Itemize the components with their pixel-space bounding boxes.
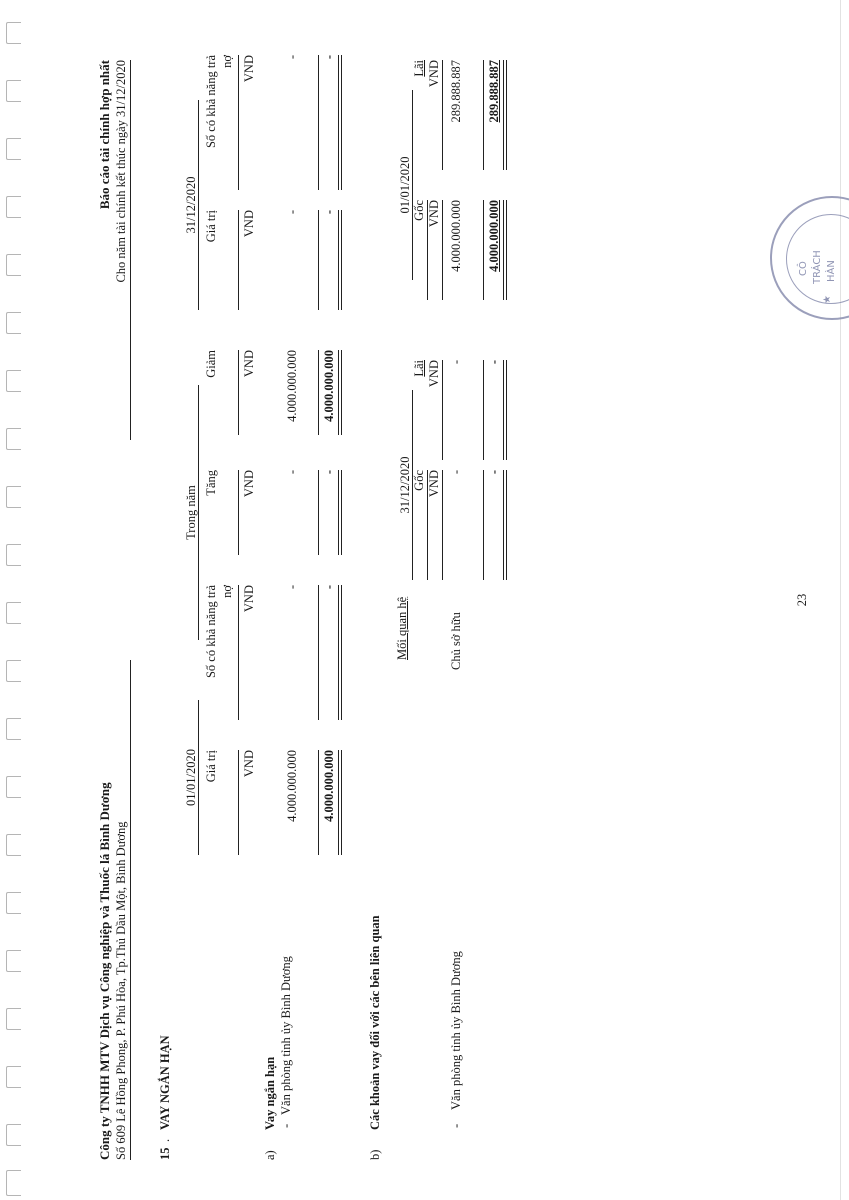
section-title: VAY NGẮN HẠN xyxy=(158,1035,172,1130)
unit-label-b: VND xyxy=(427,470,441,498)
group-header-b-opening: 01/01/2020 xyxy=(398,156,412,214)
col-header-value: Giá trị xyxy=(204,750,218,783)
group-header-b-closing: 31/12/2020 xyxy=(398,456,412,514)
group-rule-closing xyxy=(198,100,199,310)
group-rule-during-year xyxy=(198,385,199,640)
total-double-rule xyxy=(338,210,342,310)
cell-interest-closing: - xyxy=(449,360,463,365)
total-rule-b-top xyxy=(483,360,484,460)
col-rule xyxy=(238,585,239,720)
total-double-rule-b xyxy=(503,470,507,580)
total-value-closing: - xyxy=(322,210,336,215)
col-header-repayable-cont: nợ xyxy=(220,585,234,598)
col-header-interest: Lãi xyxy=(412,360,426,377)
section-number: 15 xyxy=(158,1147,172,1160)
total-rule-top xyxy=(318,750,319,855)
total-interest-opening: 289.888.887 xyxy=(487,60,501,123)
total-double-rule-b xyxy=(503,60,507,170)
total-rule-top xyxy=(318,350,319,435)
total-double-rule xyxy=(338,350,342,435)
stamp-lettering: CÔ xyxy=(798,261,809,276)
page-number: 23 xyxy=(795,593,809,607)
total-double-rule xyxy=(338,585,342,720)
unit-rule-b xyxy=(442,470,443,580)
total-interest-closing: - xyxy=(487,360,501,365)
company-address: Số 609 Lê Hồng Phong, P. Phú Hòa, Tp.Thủ Dầu Một, Bình Dương xyxy=(114,821,128,1160)
col-header-principal: Gốc xyxy=(412,470,426,491)
total-double-rule-b xyxy=(503,360,507,460)
cell-value-closing: - xyxy=(285,210,299,215)
col-rule xyxy=(238,470,239,555)
table-b-label: Các khoản vay đối với các bên liên quan xyxy=(368,915,382,1130)
cell-repayable-closing: - xyxy=(285,55,299,60)
col-header-principal-opening: Gốc xyxy=(412,200,426,221)
col-rule xyxy=(238,350,239,435)
cell-increase: - xyxy=(285,470,299,475)
cell-value-opening: 4.000.000.000 xyxy=(285,750,299,822)
cell-decrease: 4.000.000.000 xyxy=(285,350,299,422)
total-double-rule xyxy=(338,470,342,555)
lender-name-b: Văn phòng tỉnh ủy Bình Dương xyxy=(449,951,463,1110)
table-a-label: Vay ngắn hạn xyxy=(263,1056,277,1130)
col-header-repayable: Số có khả năng trả xyxy=(204,585,218,679)
unit-label: VND xyxy=(242,55,256,83)
report-title: Báo cáo tài chính hợp nhất xyxy=(97,60,112,210)
company-name: Công ty TNHH MTV Dịch vụ Công nghiệp và Thuốc lá Bình Dương xyxy=(97,782,112,1160)
group-rule-opening xyxy=(198,700,199,855)
total-repayable-closing: - xyxy=(322,55,336,60)
total-principal-closing: - xyxy=(487,470,501,475)
company-stamp xyxy=(770,196,849,320)
section-dot: . xyxy=(158,1138,172,1142)
total-rule-top xyxy=(318,585,319,720)
col-header-repayable-closing-cont: nợ xyxy=(220,55,234,68)
total-value-opening: 4.000.000.000 xyxy=(322,750,336,822)
total-rule-top xyxy=(318,55,319,190)
relation-value: Chủ sở hữu xyxy=(449,612,463,670)
group-header-closing: 31/12/2020 xyxy=(184,176,198,234)
cell-repayable-opening: - xyxy=(285,585,299,590)
col-header-decrease: Giảm xyxy=(204,350,218,378)
section-letter-a: a) xyxy=(263,1150,277,1160)
unit-label: VND xyxy=(242,210,256,238)
header-rule-right xyxy=(130,60,131,440)
unit-label: VND xyxy=(242,470,256,498)
stamp-lettering: TRÁCH xyxy=(812,250,823,284)
col-header-value-closing: Giá trị xyxy=(204,210,218,243)
total-decrease: 4.000.000.000 xyxy=(322,350,336,422)
unit-rule-b xyxy=(442,60,443,170)
col-rule xyxy=(238,750,239,855)
unit-label-b: VND xyxy=(427,360,441,388)
unit-label: VND xyxy=(242,750,256,778)
col-header-interest-opening: Lãi xyxy=(412,60,426,77)
stamp-star-icon: ★ xyxy=(822,295,833,304)
row-bullet: - xyxy=(279,1123,293,1128)
cell-interest-opening: 289.888.887 xyxy=(449,60,463,123)
unit-label-b: VND xyxy=(427,60,441,88)
group-header-during-year: Trong năm xyxy=(184,485,198,540)
col-header-increase: Tăng xyxy=(204,470,218,496)
unit-rule-b xyxy=(442,200,443,300)
col-rule xyxy=(238,210,239,310)
report-period: Cho năm tài chính kết thúc ngày 31/12/2020 xyxy=(114,60,128,283)
col-header-repayable-closing: Số có khả năng trả xyxy=(204,55,218,149)
total-double-rule xyxy=(338,55,342,190)
total-principal-opening: 4.000.000.000 xyxy=(487,200,501,272)
total-rule-b-top xyxy=(483,200,484,300)
total-increase: - xyxy=(322,470,336,475)
total-double-rule xyxy=(338,750,342,855)
total-rule-top xyxy=(318,210,319,310)
unit-rule-b xyxy=(442,360,443,460)
section-letter-b: b) xyxy=(368,1149,382,1160)
lender-name: Văn phòng tỉnh ủy Bình Dương xyxy=(279,956,293,1115)
relation-header: Mối quan hệ xyxy=(395,596,409,660)
unit-label: VND xyxy=(242,350,256,378)
total-rule-b-top xyxy=(483,60,484,170)
row-bullet-b: - xyxy=(449,1123,463,1128)
unit-label-b: VND xyxy=(427,200,441,228)
header-rule-left xyxy=(130,660,131,1160)
stamp-lettering: HÀN xyxy=(826,260,837,282)
total-double-rule-b xyxy=(503,200,507,300)
cell-principal-opening: 4.000.000.000 xyxy=(449,200,463,272)
unit-label: VND xyxy=(242,585,256,613)
group-header-opening: 01/01/2020 xyxy=(184,749,198,806)
total-rule-top xyxy=(318,470,319,555)
total-repayable-opening: - xyxy=(322,585,336,590)
col-rule xyxy=(238,55,239,190)
cell-principal-closing: - xyxy=(449,470,463,475)
total-rule-b-top xyxy=(483,470,484,580)
